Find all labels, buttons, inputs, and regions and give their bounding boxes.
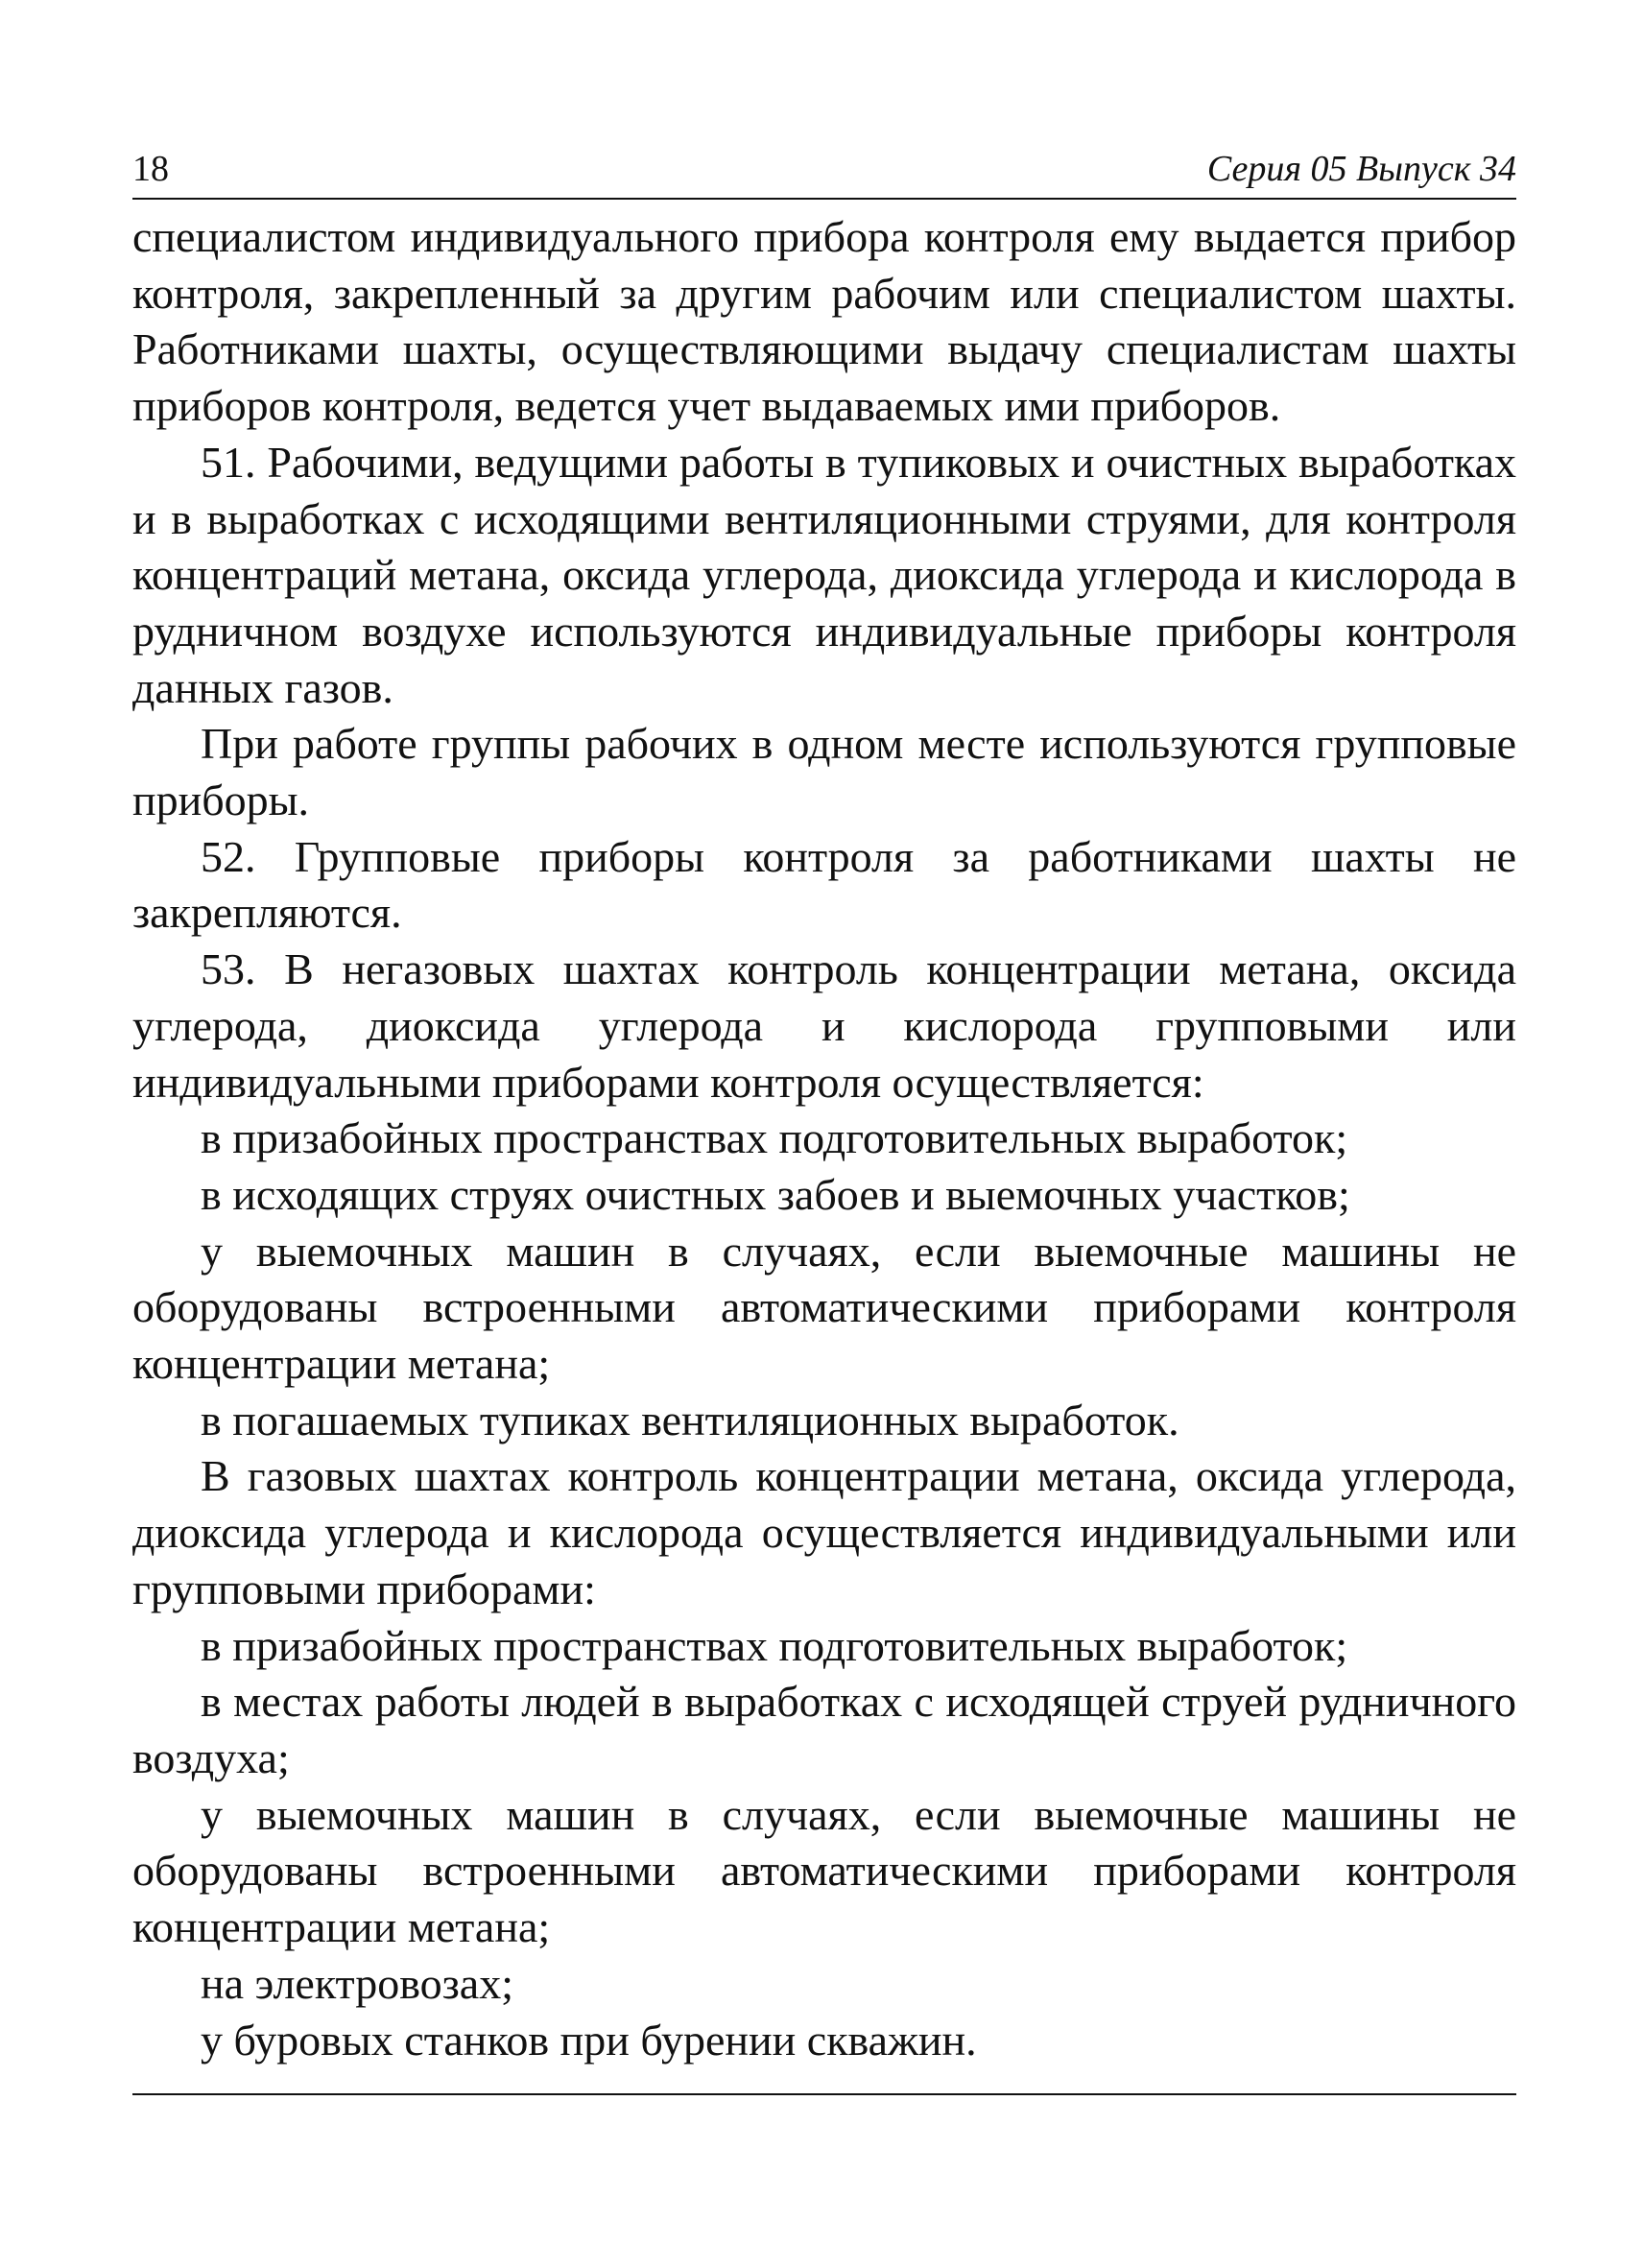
book-page — [132, 144, 1516, 2095]
list-item: в исходящих струях очистных забоев и выемочных участков; — [201, 1169, 1350, 1219]
body-text — [132, 209, 1516, 2068]
list-item: в местах работы людей в выработках с исходящей струей рудничного воздуха; — [132, 1677, 1516, 1782]
list-item: на электровозах; — [201, 1958, 513, 2008]
header-rule — [132, 198, 1516, 200]
list-item: у буровых станков при бурении скважин. — [201, 2015, 977, 2065]
list-item: у выемочных машин в случаях, если выемочные машины не оборудованы встроенными автоматическими приборами контроля концентрации метана; — [132, 1789, 1516, 1952]
list-item: в призабойных пространствах подготовительных выработок; — [201, 1113, 1348, 1163]
page-number: 18 — [132, 149, 169, 189]
paragraph-clause-51: 51. Рабочими, ведущими работы в тупиковых и очистных выработках и в выработках с исходящими вентиляционными струями, для контроля концентраций метана, оксида углерода, диоксида углерода и кислорода в рудничном воздухе используются индивидуальные приборы контроля данных газов. — [132, 437, 1516, 712]
footer-rule — [132, 2093, 1516, 2095]
paragraph-clause-53: 53. В негазовых шахтах контроль концентрации метана, оксида углерода, диоксида углерода и кислорода групповыми или индивидуальными приборами контроля осуществляется: — [132, 944, 1516, 1107]
running-head — [132, 144, 1516, 194]
list-item: у выемочных машин в случаях, если выемочные машины не оборудованы встроенными автоматическими приборами контроля концентрации метана; — [132, 1226, 1516, 1389]
list-item: в погашаемых тупиках вентиляционных выработок. — [201, 1395, 1179, 1444]
series-issue-label: Серия 05 Выпуск 34 — [1206, 149, 1516, 189]
paragraph-continuation: специалистом индивидуального прибора контроля ему выдается прибор контроля, закрепленный за другим рабочим или специалистом шахты. Работниками шахты, осуществляющими выдачу специалистам шахты приборов контроля, ведется учет выдаваемых ими приборов. — [132, 212, 1516, 431]
paragraph: При работе группы рабочих в одном месте используются групповые приборы. — [132, 719, 1516, 825]
list-item: в призабойных пространствах подготовительных выработок; — [201, 1620, 1348, 1670]
paragraph-clause-52: 52. Групповые приборы контроля за работниками шахты не закрепляются. — [132, 831, 1516, 938]
paragraph: В газовых шахтах контроль концентрации метана, оксида углерода, диоксида углерода и кислорода осуществляется индивидуальными или групповыми приборами: — [132, 1451, 1516, 1613]
